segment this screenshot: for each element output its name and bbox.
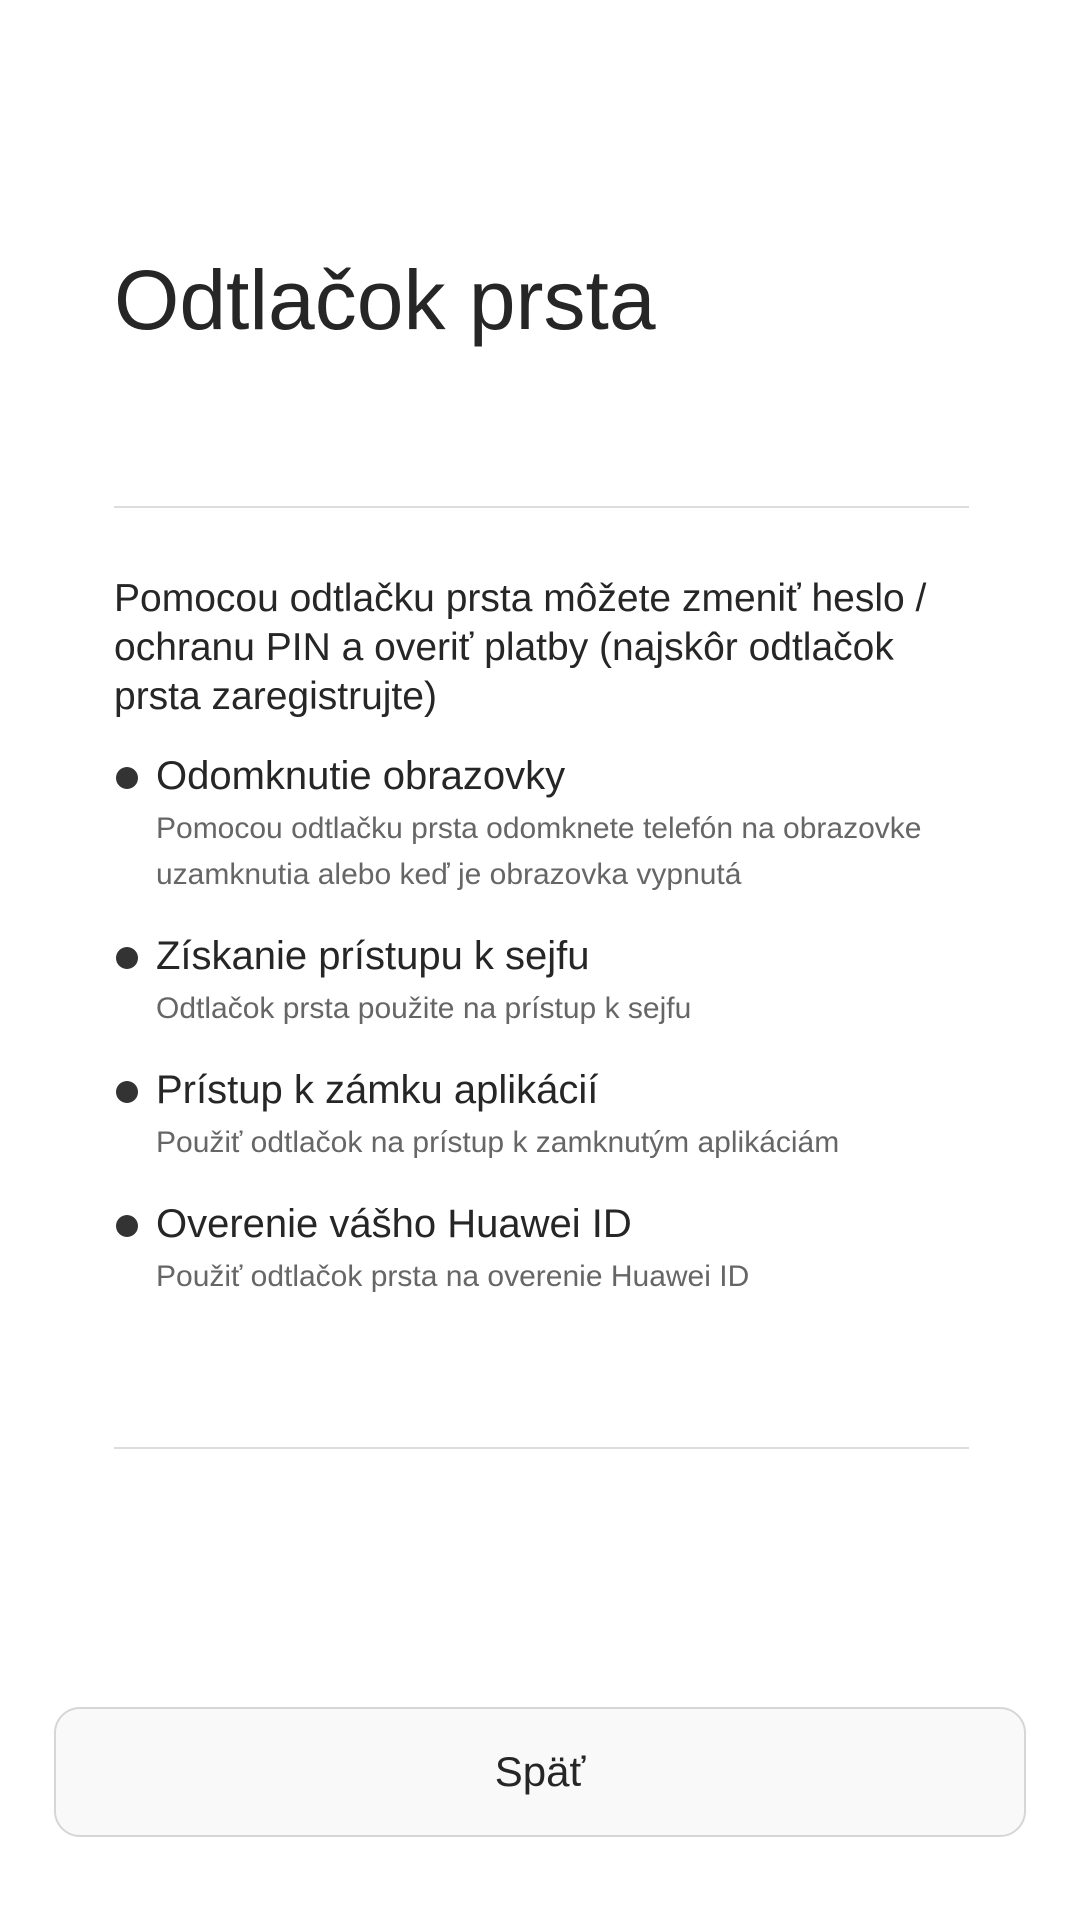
feature-description: Použiť odtlačok na prístup k zamknutým aplikáciám	[156, 1126, 840, 1159]
feature-title: Prístup k zámku aplikácií	[156, 1068, 599, 1112]
feature-title: Odomknutie obrazovky	[156, 754, 566, 798]
feature-description: Použiť odtlačok prsta na overenie Huawei ID	[156, 1260, 750, 1293]
feature-item-screen-unlock	[114, 750, 980, 898]
feature-description: Pomocou odtlačku prsta odomknete telefón na obrazovke uzamknutia alebo keď je obrazovka vypnutá	[156, 812, 922, 891]
feature-item-app-lock	[114, 1064, 980, 1166]
back-button[interactable]: Späť	[54, 1707, 1026, 1837]
feature-item-huawei-id	[114, 1198, 980, 1300]
feature-description: Odtlačok prsta použite na prístup k sejfu	[156, 992, 692, 1025]
feature-title: Overenie vášho Huawei ID	[156, 1202, 632, 1246]
bullet-icon	[116, 947, 138, 969]
page-title: Odtlačok prsta	[114, 253, 656, 347]
top-divider	[114, 506, 969, 508]
feature-item-safe-access	[114, 930, 980, 1032]
feature-list	[114, 750, 980, 1332]
bullet-icon	[116, 767, 138, 789]
feature-title: Získanie prístupu k sejfu	[156, 934, 590, 978]
bottom-divider	[114, 1447, 969, 1449]
intro-text: Pomocou odtlačku prsta môžete zmeniť heslo / ochranu PIN a overiť platby (najskôr odtlačok prsta zaregistrujte)	[114, 577, 927, 718]
bullet-icon	[116, 1215, 138, 1237]
bullet-icon	[116, 1081, 138, 1103]
